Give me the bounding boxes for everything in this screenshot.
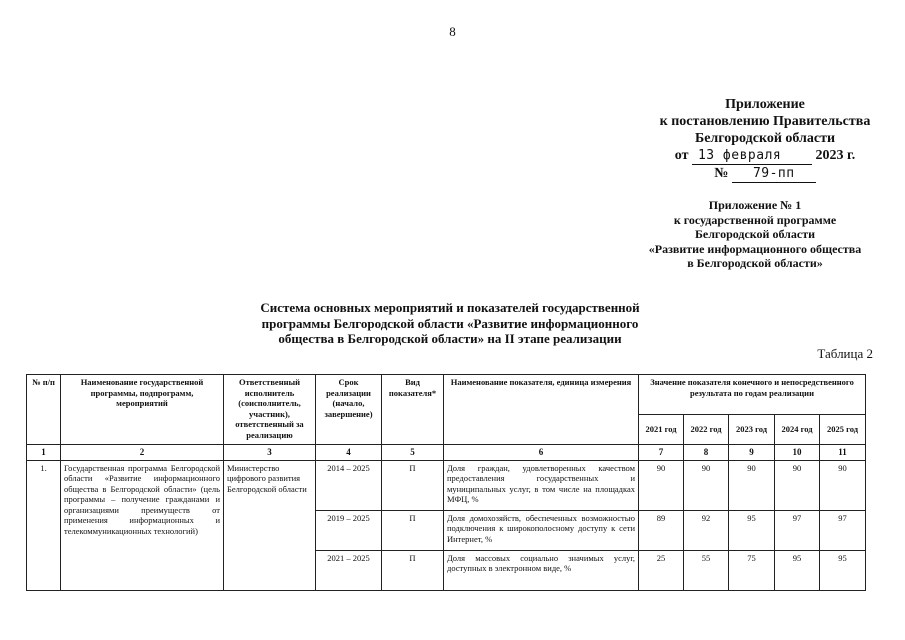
header-year-2024: 2024 год	[775, 415, 820, 445]
header-no: № п/п	[27, 375, 61, 445]
number-value: 79-пп	[732, 165, 816, 183]
column-number: 2	[61, 445, 224, 461]
type-cell: П	[382, 510, 444, 550]
appendix-1-title: Приложение № 1	[708, 198, 802, 212]
date-value: 13 февраля	[692, 147, 812, 165]
document-title-line-1: Система основных мероприятий и показателей государственной	[260, 300, 640, 315]
type-cell: П	[382, 460, 444, 510]
appendix-1-line-1: к государственной программе	[673, 212, 837, 227]
table-label: Таблица 2	[817, 346, 873, 361]
column-number: 6	[444, 445, 639, 461]
header-executor: Ответственный исполнитель (соисполнитель, участник), ответственный за реализацию	[224, 375, 316, 445]
responsible-executor: Министерство цифрового развития Белгородской области	[224, 460, 316, 590]
program-name: Государственная программа Белгородской области «Развитие информационного общества в Белгородской области» (цель программы – получение гражданами и организациями преимуществ от применения информационных и телекоммуникационных технологий)	[61, 460, 224, 590]
indicator-cell: Доля домохозяйств, обеспеченных возможностью подключения к широкополосному доступу к сети Интернет, %	[444, 510, 639, 550]
column-number: 4	[316, 445, 382, 461]
appendix-1-line-3: «Развитие информационного общества	[648, 241, 862, 256]
column-number: 11	[820, 445, 866, 461]
value-2021: 25	[639, 550, 684, 590]
value-2023: 75	[729, 550, 775, 590]
indicator-cell: Доля массовых социально значимых услуг, доступных в электронном виде, %	[444, 550, 639, 590]
number-prefix: №	[714, 166, 729, 181]
appendix-line-1: к постановлению Правительства	[659, 114, 871, 129]
value-2021: 90	[639, 460, 684, 510]
column-number: 5	[382, 445, 444, 461]
appendix-1-line-4: в Белгородской области»	[687, 256, 823, 270]
header-year-2023: 2023 год	[729, 415, 775, 445]
header-indicator: Наименование показателя, единица измерения	[444, 375, 639, 445]
column-number: 10	[775, 445, 820, 461]
header-values-group: Значение показателя конечного и непосредственного результата по годам реализации	[639, 375, 866, 415]
header-name: Наименование государственной программы, подпрограмм, мероприятий	[61, 375, 224, 445]
value-2025: 95	[820, 550, 866, 590]
header-term: Срок реализации (начало, завершение)	[316, 375, 382, 445]
column-number: 8	[684, 445, 729, 461]
document-title	[200, 300, 700, 347]
appendix-block	[600, 96, 905, 183]
value-2021: 89	[639, 510, 684, 550]
value-2024: 95	[775, 550, 820, 590]
appendix-1-block	[560, 198, 905, 271]
document-title-line-2: программы Белгородской области «Развитие информационного	[261, 315, 639, 331]
value-2024: 90	[775, 460, 820, 510]
appendix-date	[600, 147, 905, 165]
column-number: 3	[224, 445, 316, 461]
term-cell: 2021 – 2025	[316, 550, 382, 590]
header-type: Вид показателя*	[382, 375, 444, 445]
page-number: 8	[449, 24, 456, 39]
column-numbers-row	[27, 445, 866, 461]
header-year-2022: 2022 год	[684, 415, 729, 445]
column-number: 7	[639, 445, 684, 461]
value-2025: 90	[820, 460, 866, 510]
header-year-2021: 2021 год	[639, 415, 684, 445]
value-2023: 90	[729, 460, 775, 510]
indicators-table	[26, 374, 866, 591]
row-number: 1.	[27, 460, 61, 590]
document-title-line-3: общества в Белгородской области» на II этапе реализации	[278, 331, 622, 346]
date-suffix: 2023 г.	[815, 148, 856, 163]
indicator-cell: Доля граждан, удовлетворенных качеством предоставления государственных и муниципальных услуг, в том числе на площадках МФЦ, %	[444, 460, 639, 510]
value-2022: 92	[684, 510, 729, 550]
date-prefix: от	[674, 148, 689, 163]
value-2023: 95	[729, 510, 775, 550]
value-2022: 90	[684, 460, 729, 510]
value-2025: 97	[820, 510, 866, 550]
table-row	[27, 460, 866, 510]
appendix-title: Приложение	[725, 97, 805, 112]
term-cell: 2014 – 2025	[316, 460, 382, 510]
type-cell: П	[382, 550, 444, 590]
term-cell: 2019 – 2025	[316, 510, 382, 550]
value-2024: 97	[775, 510, 820, 550]
value-2022: 55	[684, 550, 729, 590]
appendix-number	[600, 165, 905, 183]
column-number: 1	[27, 445, 61, 461]
column-number: 9	[729, 445, 775, 461]
appendix-line-2: Белгородской области	[694, 131, 836, 146]
header-year-2025: 2025 год	[820, 415, 866, 445]
appendix-1-line-2: Белгородской области	[694, 227, 816, 241]
